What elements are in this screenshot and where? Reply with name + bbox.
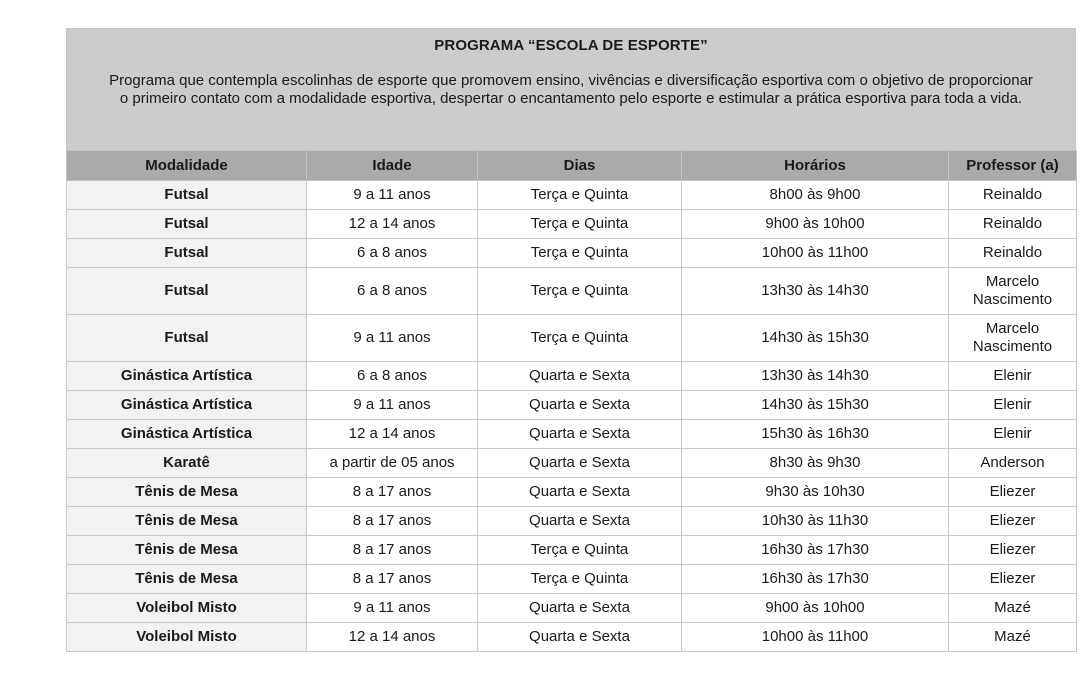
cell-modalidade: Futsal (67, 268, 307, 315)
table-row (67, 181, 1077, 210)
cell-professor (949, 362, 1077, 391)
program-header (66, 28, 1076, 150)
cell-idade: 8 a 17 anos (307, 507, 478, 536)
cell-idade: 8 a 17 anos (307, 536, 478, 565)
schedule-table (66, 150, 1077, 652)
cell-modalidade: Futsal (67, 315, 307, 362)
professor-name: Nascimento (972, 338, 1053, 355)
cell-horarios: 13h30 às 14h30 (682, 362, 949, 391)
cell-dias: Terça e Quinta (478, 239, 682, 268)
cell-modalidade: Ginástica Artística (67, 362, 307, 391)
cell-horarios: 9h30 às 10h30 (682, 478, 949, 507)
cell-idade: 6 a 8 anos (307, 268, 478, 315)
cell-idade: 12 a 14 anos (307, 420, 478, 449)
program-description-line: Programa que contempla escolinhas de esporte que promovem ensino, vivências e diversificação esportiva com o objetivo de proporcionar (109, 72, 1033, 89)
cell-modalidade: Voleibol Misto (67, 623, 307, 652)
program-description-line: o primeiro contato com a modalidade esportiva, despertar o encantamento pelo esporte e estimular a prática esportiva para toda a vida. (119, 90, 1023, 107)
cell-horarios: 8h30 às 9h30 (682, 449, 949, 478)
cell-professor (949, 594, 1077, 623)
cell-dias: Quarta e Sexta (478, 507, 682, 536)
cell-professor (949, 478, 1077, 507)
cell-modalidade: Tênis de Mesa (67, 536, 307, 565)
cell-professor (949, 181, 1077, 210)
cell-idade: a partir de 05 anos (307, 449, 478, 478)
professor-name: Marcelo (985, 320, 1040, 337)
table-row (67, 565, 1077, 594)
table-header-row (67, 151, 1077, 181)
header-professor: Professor (a) (949, 151, 1077, 181)
table-row (67, 420, 1077, 449)
cell-idade: 12 a 14 anos (307, 623, 478, 652)
cell-horarios: 14h30 às 15h30 (682, 391, 949, 420)
cell-professor (949, 391, 1077, 420)
table-row (67, 449, 1077, 478)
cell-modalidade: Voleibol Misto (67, 594, 307, 623)
cell-modalidade: Tênis de Mesa (67, 478, 307, 507)
professor-name: Reinaldo (982, 244, 1043, 261)
cell-dias: Terça e Quinta (478, 536, 682, 565)
cell-horarios: 9h00 às 10h00 (682, 594, 949, 623)
cell-professor (949, 565, 1077, 594)
table-row (67, 239, 1077, 268)
table-row (67, 362, 1077, 391)
cell-modalidade: Futsal (67, 239, 307, 268)
cell-dias: Terça e Quinta (478, 210, 682, 239)
cell-horarios: 16h30 às 17h30 (682, 565, 949, 594)
cell-professor (949, 420, 1077, 449)
cell-professor (949, 507, 1077, 536)
table-row (67, 594, 1077, 623)
cell-horarios: 8h00 às 9h00 (682, 181, 949, 210)
professor-name: Elenir (993, 396, 1032, 413)
cell-idade: 9 a 11 anos (307, 181, 478, 210)
cell-dias: Quarta e Sexta (478, 420, 682, 449)
cell-professor (949, 449, 1077, 478)
cell-horarios: 15h30 às 16h30 (682, 420, 949, 449)
cell-dias: Quarta e Sexta (478, 391, 682, 420)
professor-name: Eliezer (989, 570, 1036, 587)
cell-dias: Quarta e Sexta (478, 478, 682, 507)
cell-dias: Quarta e Sexta (478, 362, 682, 391)
table-row (67, 478, 1077, 507)
professor-name: Reinaldo (982, 186, 1043, 203)
cell-professor (949, 268, 1077, 315)
professor-name: Eliezer (989, 512, 1036, 529)
cell-dias: Terça e Quinta (478, 268, 682, 315)
cell-professor (949, 536, 1077, 565)
cell-dias: Quarta e Sexta (478, 449, 682, 478)
cell-dias: Quarta e Sexta (478, 594, 682, 623)
professor-name: Mazé (994, 628, 1031, 645)
cell-horarios: 9h00 às 10h00 (682, 210, 949, 239)
header-idade: Idade (307, 151, 478, 181)
cell-professor (949, 623, 1077, 652)
professor-name: Mazé (994, 599, 1031, 616)
cell-dias: Terça e Quinta (478, 565, 682, 594)
program-document (66, 28, 1076, 652)
cell-professor (949, 315, 1077, 362)
cell-modalidade: Karatê (67, 449, 307, 478)
table-row (67, 210, 1077, 239)
program-title: PROGRAMA “ESCOLA DE ESPORTE” (434, 37, 708, 54)
professor-name: Marcelo (985, 273, 1040, 290)
cell-idade: 6 a 8 anos (307, 362, 478, 391)
cell-modalidade: Ginástica Artística (67, 420, 307, 449)
cell-professor (949, 239, 1077, 268)
cell-modalidade: Futsal (67, 181, 307, 210)
schedule-table-body (67, 181, 1077, 652)
cell-modalidade: Tênis de Mesa (67, 565, 307, 594)
table-row (67, 268, 1077, 315)
cell-horarios: 14h30 às 15h30 (682, 315, 949, 362)
table-row (67, 315, 1077, 362)
header-dias: Dias (478, 151, 682, 181)
table-row (67, 391, 1077, 420)
cell-modalidade: Futsal (67, 210, 307, 239)
professor-name: Elenir (993, 367, 1032, 384)
header-modalidade: Modalidade (67, 151, 307, 181)
professor-name: Elenir (993, 425, 1032, 442)
cell-idade: 12 a 14 anos (307, 210, 478, 239)
cell-idade: 8 a 17 anos (307, 478, 478, 507)
professor-name: Nascimento (972, 291, 1053, 308)
cell-idade: 8 a 17 anos (307, 565, 478, 594)
table-row (67, 507, 1077, 536)
professor-name: Eliezer (989, 483, 1036, 500)
table-row (67, 623, 1077, 652)
cell-modalidade: Ginástica Artística (67, 391, 307, 420)
cell-horarios: 13h30 às 14h30 (682, 268, 949, 315)
professor-name: Eliezer (989, 541, 1036, 558)
cell-idade: 9 a 11 anos (307, 315, 478, 362)
cell-horarios: 10h30 às 11h30 (682, 507, 949, 536)
cell-idade: 9 a 11 anos (307, 391, 478, 420)
cell-dias: Terça e Quinta (478, 181, 682, 210)
cell-modalidade: Tênis de Mesa (67, 507, 307, 536)
cell-horarios: 16h30 às 17h30 (682, 536, 949, 565)
professor-name: Anderson (980, 454, 1045, 471)
cell-idade: 6 a 8 anos (307, 239, 478, 268)
cell-dias: Terça e Quinta (478, 315, 682, 362)
cell-horarios: 10h00 às 11h00 (682, 623, 949, 652)
professor-name: Reinaldo (982, 215, 1043, 232)
program-description (67, 72, 1075, 108)
cell-dias: Quarta e Sexta (478, 623, 682, 652)
cell-idade: 9 a 11 anos (307, 594, 478, 623)
header-horarios: Horários (682, 151, 949, 181)
cell-horarios: 10h00 às 11h00 (682, 239, 949, 268)
table-row (67, 536, 1077, 565)
cell-professor (949, 210, 1077, 239)
